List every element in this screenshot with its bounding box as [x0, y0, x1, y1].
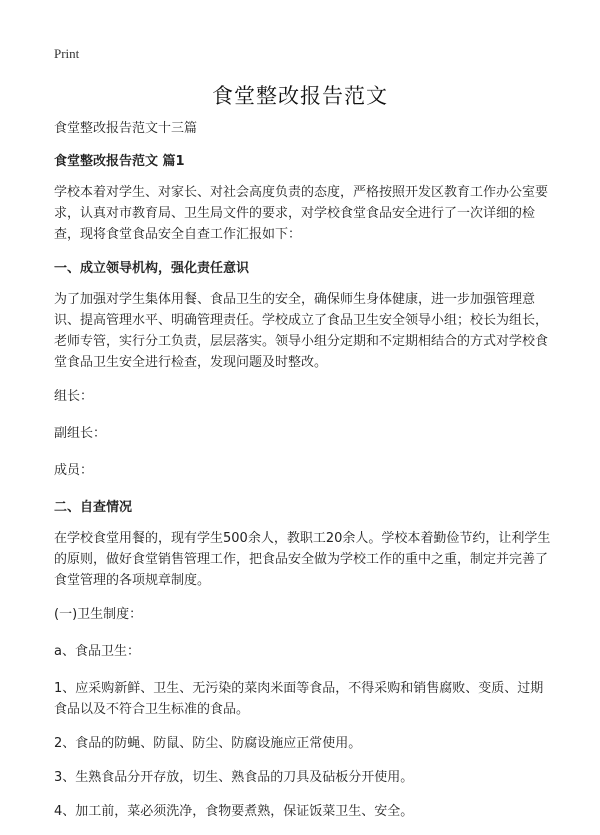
intro-paragraph: 学校本着对学生、对家长、对社会高度负责的态度，严格按照开发区教育工作办公室要求，认真对市教育局、卫生局文件的要求，对学校食堂食品安全进行了一次详细的检查，现将食堂食品安全自查工作汇报如下： [54, 185, 549, 242]
list-item: 2、食品的防蝇、防鼠、防尘、防腐设施应正常使用。 [54, 736, 362, 751]
list-item: 3、生熟食品分开存放，切生、熟食品的刀具及砧板分开使用。 [54, 770, 414, 785]
vice-leader-line: 副组长： [54, 426, 107, 441]
heading-self-check: 二、自查情况 [54, 500, 133, 515]
leadership-paragraph: 为了加强对学生集体用餐、食品卫生的安全，确保师生身体健康，进一步加强管理意识、提高管理水平、明确管理责任。学校成立了食品卫生安全领导小组；校长为组长，老师专管，实行分工负责，层层落实。领导小组分定期和不定期相结合的方式对学校食堂食品卫生安全进行检查，发现问题及时整改。 [54, 292, 549, 370]
list-item: 1、应采购新鲜、卫生、无污染的菜肉米面等食品，不得采购和销售腐败、变质、过期食品以及不符合卫生标准的食品。 [54, 681, 544, 717]
print-link[interactable]: Print [54, 46, 80, 61]
heading-leadership: 一、成立领导机构，强化责任意识 [54, 261, 250, 276]
article-body [54, 118, 554, 835]
page-title: 食堂整改报告范文 [212, 84, 388, 108]
members-line: 成员： [54, 463, 94, 478]
self-check-paragraph: 在学校食堂用餐的，现有学生500余人，教职工20余人。学校本着勤俭节约，让利学生的原则，做好食堂销售管理工作，把食品安全做为学校工作的重中之重，制定并完善了食堂管理的各项规章制度。 [54, 531, 551, 588]
food-hygiene-heading: a、食品卫生： [54, 644, 140, 659]
section-title: 食堂整改报告范文 篇1 [54, 154, 185, 169]
list-item: 4、加工前，菜必须洗净，食物要煮熟，保证饭菜卫生、安全。 [54, 804, 414, 819]
leader-line: 组长： [54, 389, 94, 404]
hygiene-system-heading: (一)卫生制度： [54, 607, 143, 622]
article-subtitle: 食堂整改报告范文十三篇 [54, 121, 198, 136]
